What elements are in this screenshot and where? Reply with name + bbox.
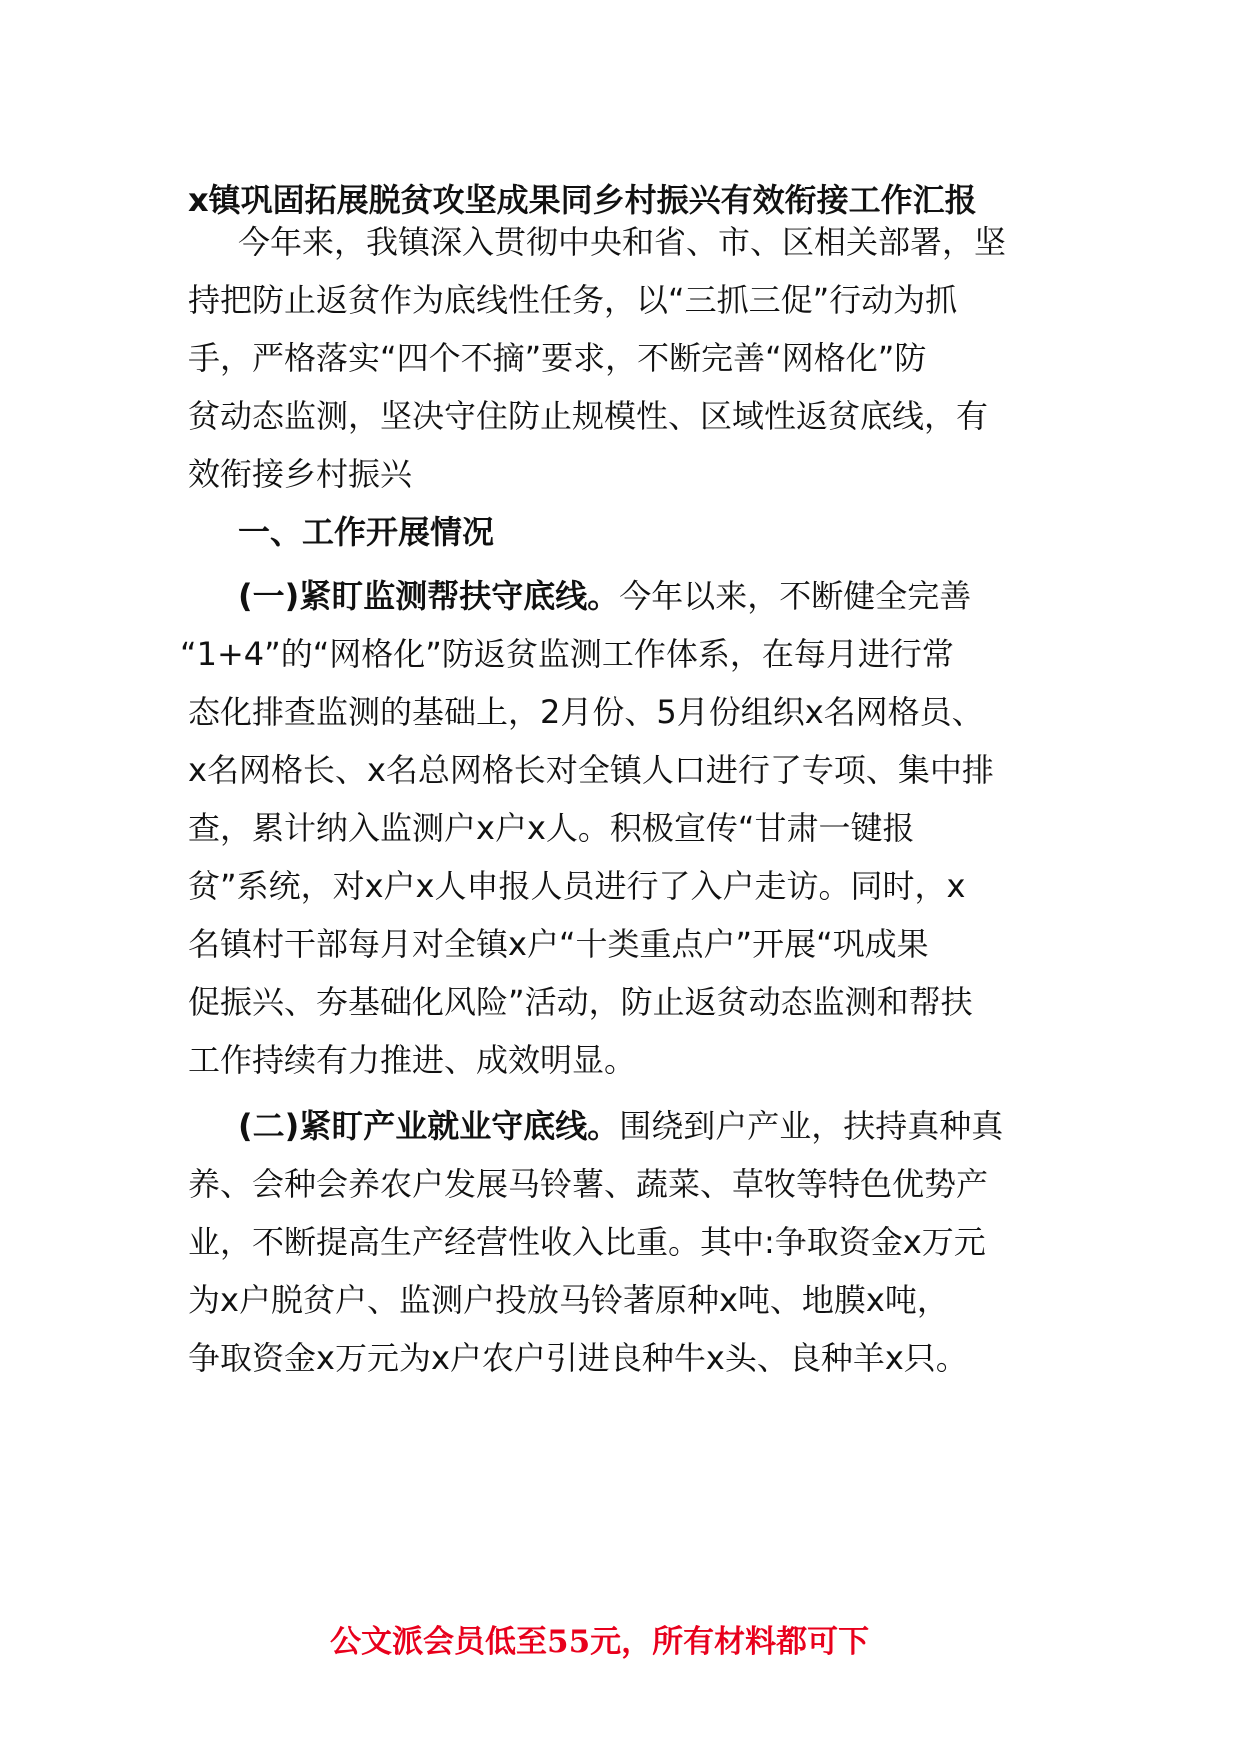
document-title: x镇巩固拓展脱贫攻坚成果同乡村振兴有效衔接工作汇报 <box>188 181 977 219</box>
subsection-1-line-8: 促振兴、夯基础化风险”活动，防止返贫动态监测和帮扶 <box>188 983 973 1021</box>
intro-line-4: 贫动态监测，坚决守住防止规模性、区域性返贫底线，有 <box>188 397 989 435</box>
intro-line-1: 今年来，我镇深入贯彻中央和省、市、区相关部署，坚 <box>238 223 1007 261</box>
promo-footer-text: 公文派会员低至55元，所有材料都可下 <box>330 1624 870 1660</box>
intro-line-5: 效衔接乡村振兴 <box>188 455 413 493</box>
subsection-2-first-line <box>238 1102 1003 1150</box>
subsection-1-line-2: “1+4”的“网格化”防返贫监测工作体系，在每月进行常 <box>180 635 954 673</box>
subsection-2-heading: (二)紧盯产业就业守底线。 <box>238 1107 620 1145</box>
section-1-heading: 一、工作开展情况 <box>238 513 495 551</box>
subsection-2-first-line-text: 围绕到户产业，扶持真种真 <box>619 1107 1004 1145</box>
subsection-1-line-9: 工作持续有力推进、成效明显。 <box>188 1041 637 1079</box>
subsection-1-line-5: 查，累计纳入监测户x户x人。积极宣传“甘肃一键报 <box>188 809 915 847</box>
subsection-1-heading: (一)紧盯监测帮扶守底线。 <box>238 577 620 615</box>
intro-line-2: 持把防止返贫作为底线性任务，以“三抓三促”行动为抓 <box>188 281 958 319</box>
subsection-1-line-3: 态化排查监测的基础上，2月份、5月份组织x名网格员、 <box>188 693 984 731</box>
subsection-1-first-line-text: 今年以来，不断健全完善 <box>619 577 972 615</box>
subsection-1-line-4: x名网格长、x名总网格长对全镇人口进行了专项、集中排 <box>188 751 994 789</box>
subsection-2-line-2: 养、会种会养农户发展马铃薯、蔬菜、草牧等特色优势产 <box>188 1165 989 1203</box>
intro-line-3: 手，严格落实“四个不摘”要求，不断完善“网格化”防 <box>188 339 927 377</box>
subsection-2-line-3: 业，不断提高生产经营性收入比重。其中:争取资金x万元 <box>188 1223 986 1261</box>
subsection-1-first-line <box>238 572 971 620</box>
subsection-2-line-4: 为x户脱贫户、监测户投放马铃著原种x吨、地膜x吨， <box>188 1281 949 1319</box>
subsection-1-line-6: 贫”系统，对x户x人申报人员进行了入户走访。同时，x <box>188 867 966 905</box>
subsection-1-line-7: 名镇村干部每月对全镇x户“十类重点户”开展“巩成果 <box>188 925 929 963</box>
subsection-2-line-5: 争取资金x万元为x户农户引进良种牛x头、良种羊x只。 <box>188 1339 968 1377</box>
